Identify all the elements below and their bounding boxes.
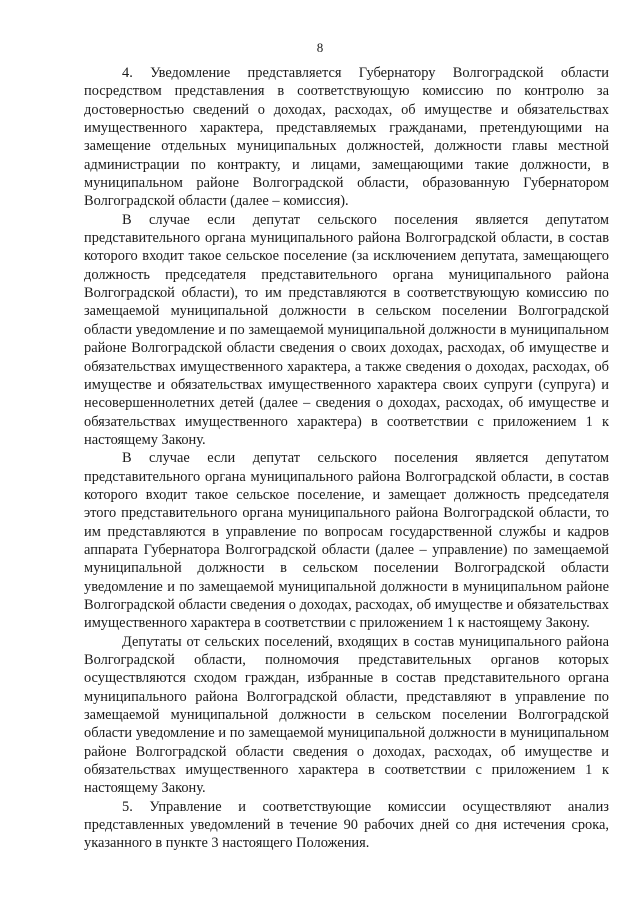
page-number: 8 [316, 40, 324, 55]
paragraph-deputy-district-member: В случае если депутат сельского поселения является депутатом представительного органа муниципального района Волгоградской области, в состав которого входит такое сельское поселение (за исключением депутата, замещающего должность председателя представительного органа муниципального района Волгоградской области), то им представляются в соответствующую комиссию по замещаемой муниципальной должности в сельском поселении Волгоградской области уведомление и по замещаемой муниципальной должности в муниципальном районе Волгоградской области сведения о своих доходах, расходах, об имуществе и обязательствах имущественного характера, а также сведения о доходах, расходах, об имуществе и обязательствах имущественного характера своих супруги (супруга) и несовершеннолетних детей (далее – сведения о доходах, расходах, об имуществе и обязательствах имущественного характера) в соответствии с приложением 1 к настоящему Закону. [84, 211, 609, 448]
document-body [84, 64, 609, 853]
paragraph-item-5: 5. Управление и соответствующие комиссии осуществляют анализ представленных уведомлений в течение 90 рабочих дней со дня истечения срока, указанного в пункте 3 настоящего Положения. [84, 798, 609, 852]
paragraph-item-4: 4. Уведомление представляется Губернатору Волгоградской области посредством представления в соответствующую комиссию по контролю за достоверностью сведений о доходах, расходах, об имуществе и обязательствах имущественного характера, представляемых гражданами, претендующими на замещение отдельных муниципальных должностей, должности главы местной администрации по контракту, и лицами, замещающими такие должности, в муниципальном районе Волгоградской области, образованную Губернатором Волгоградской области (далее – комиссия). [84, 65, 609, 210]
paragraph-deputies-from-rural-settlements: Депутаты от сельских поселений, входящих в состав муниципального района Волгоградской области, полномочия представительных органов которых осуществляются сходом граждан, избранные в состав представительного органа муниципального района Волгоградской области, представляют в управление по замещаемой муниципальной должности в сельском поселении Волгоградской области уведомление и по замещаемой муниципальной должности в муниципальном районе Волгоградской области сведения о доходах, расходах, об имуществе и обязательствах имущественного характера в соответствии с приложением 1 к настоящему Закону. [84, 633, 609, 797]
paragraph-deputy-chairman: В случае если депутат сельского поселения является депутатом представительного органа муниципального района Волгоградской области, в состав которого входит такое сельское поселение, и замещает должность председателя этого представительного органа муниципального района Волгоградской области, то им представляются в управление по вопросам государственной службы и кадров аппарата Губернатора Волгоградской области (далее – управление) по замещаемой муниципальной должности в сельском поселении Волгоградской области уведомление и по замещаемой муниципальной должности в муниципальном районе Волгоградской области сведения о доходах, расходах, об имуществе и обязательствах имущественного характера в соответствии с приложением 1 к настоящему Закону. [84, 450, 609, 632]
